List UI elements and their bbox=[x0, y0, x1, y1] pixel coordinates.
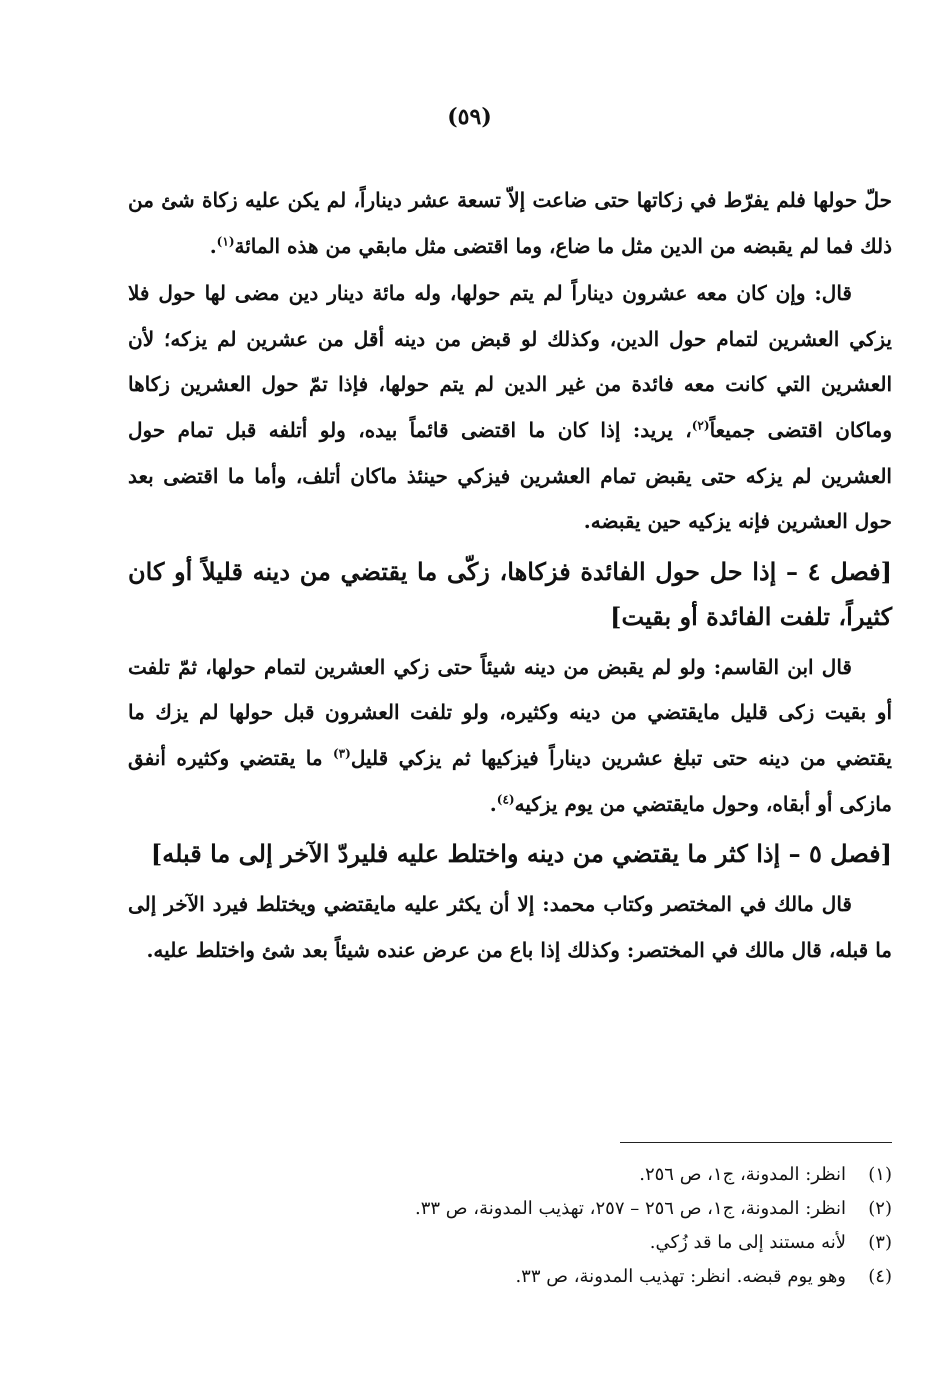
main-text bbox=[128, 178, 892, 975]
footnote-item bbox=[128, 1226, 892, 1260]
paragraph-section-5 bbox=[128, 882, 892, 973]
footnote-ref-4[interactable]: (٤) bbox=[496, 791, 515, 806]
paragraph-tail: . bbox=[489, 791, 497, 816]
paragraph-text: قال: وإن كان معه عشرون ديناراً لم يتم حولها، وله مائة دينار دين مضى لها حول فلا يزكي العشرين لتمام حول الدين، وكذلك لو قبض من دينه أقل من عشرين لم يزكه؛ لأن العشرين التي كانت معه فائدة من غير الدين لم يتم حولها، فإذا تمّ حول العشرين زكاها وماكان اقتضى جميعاً bbox=[128, 281, 892, 442]
paragraph-section-4 bbox=[128, 645, 892, 827]
footnote-ref-3[interactable]: (٣) bbox=[332, 746, 351, 761]
paragraph-continuation bbox=[128, 178, 892, 269]
footnote-number: (٤) bbox=[868, 1266, 892, 1287]
page-number: (٥٩) bbox=[447, 104, 492, 130]
paragraph-text: قال ابن القاسم: ولو لم يقبض من دينه شيئاً حتى زكي العشرين لتمام حولها، ثمّ تلفت أو بقيت زكى قليل مايقتضي من دينه وكثيره، ولو تلفت العشرون قبل حولها لم يزك ما يقتضي من دينه حتى تبلغ عشرين ديناراً فيزكيها ثم يزكي قليل bbox=[128, 654, 892, 770]
paragraph-text: قال مالك في المختصر وكتاب محمد: إلا أن يكثر عليه مايقتضي ويختلط فيرد الآخر إلى ما قبله، قال مالك في المختصر: وكذلك إذا باع من عرض عنده شيئاً بعد شئ واختلط عليه. bbox=[128, 892, 892, 962]
footnote-divider bbox=[620, 1142, 892, 1143]
footnote-text: انظر: المدونة، ج١، ص ٢٥٦ – ٢٥٧، تهذيب المدونة، ص ٣٣. bbox=[415, 1198, 846, 1219]
footnote-text: لأنه مستند إلى ما قد زُكي. bbox=[649, 1232, 846, 1253]
paragraph-text: حلّ حولها فلم يفرّط في زكاتها حتى ضاعت إلاّ تسعة عشر ديناراً، لم يكن عليه زكاة شئ من ذلك فما لم يقبضه من الدين مثل ما ضاع، وما اقتضى مثل مابقي من هذه المائة bbox=[128, 188, 893, 258]
footnote-item bbox=[128, 1158, 892, 1192]
footnote-number: (١) bbox=[868, 1164, 892, 1185]
paragraph-tail: . bbox=[209, 233, 217, 258]
footnote-item bbox=[128, 1260, 892, 1294]
footnote-text: انظر: المدونة، ج١، ص ٢٥٦. bbox=[639, 1164, 846, 1185]
paragraph-middle: ما يقتضي وكثيره أنفق مازكى أو أبقاه، وحول مايقتضي من يوم يزكيه bbox=[128, 745, 892, 816]
paragraph-qala bbox=[128, 271, 892, 545]
footnotes bbox=[128, 1158, 892, 1294]
paragraph-tail: ، يريد: إذا كان ما اقتضى قائماً بيده، ولو أتلفه قبل تمام حول العشرين لم يزكه حتى يقبض تمام العشرين فيزكي حينئذ ماكان أتلف، وأما ما اقتضى بعد حول العشرين فإنه يزكيه حين يقبضه. bbox=[128, 417, 892, 534]
footnote-ref-1[interactable]: (١) bbox=[216, 233, 235, 248]
footnote-item bbox=[128, 1192, 892, 1226]
footnote-ref-2[interactable]: (٢) bbox=[691, 418, 710, 433]
footnote-text: وهو يوم قبضه. انظر: تهذيب المدونة، ص ٣٣. bbox=[515, 1266, 846, 1287]
footnote-number: (٣) bbox=[868, 1232, 892, 1253]
section-heading-4: [فصل ٤ – إذا حل حول الفائدة فزكاها، زكّى ما يقتضي من دينه قليلاً أو كان كثيراً، تلفت الفائدة أو بقيت] bbox=[128, 556, 893, 631]
section-heading-5: [فصل ٥ – إذا كثر ما يقتضي من دينه واختلط عليه فليردّ الآخر إلى ما قبله] bbox=[150, 839, 892, 869]
footnote-number: (٢) bbox=[868, 1198, 892, 1219]
